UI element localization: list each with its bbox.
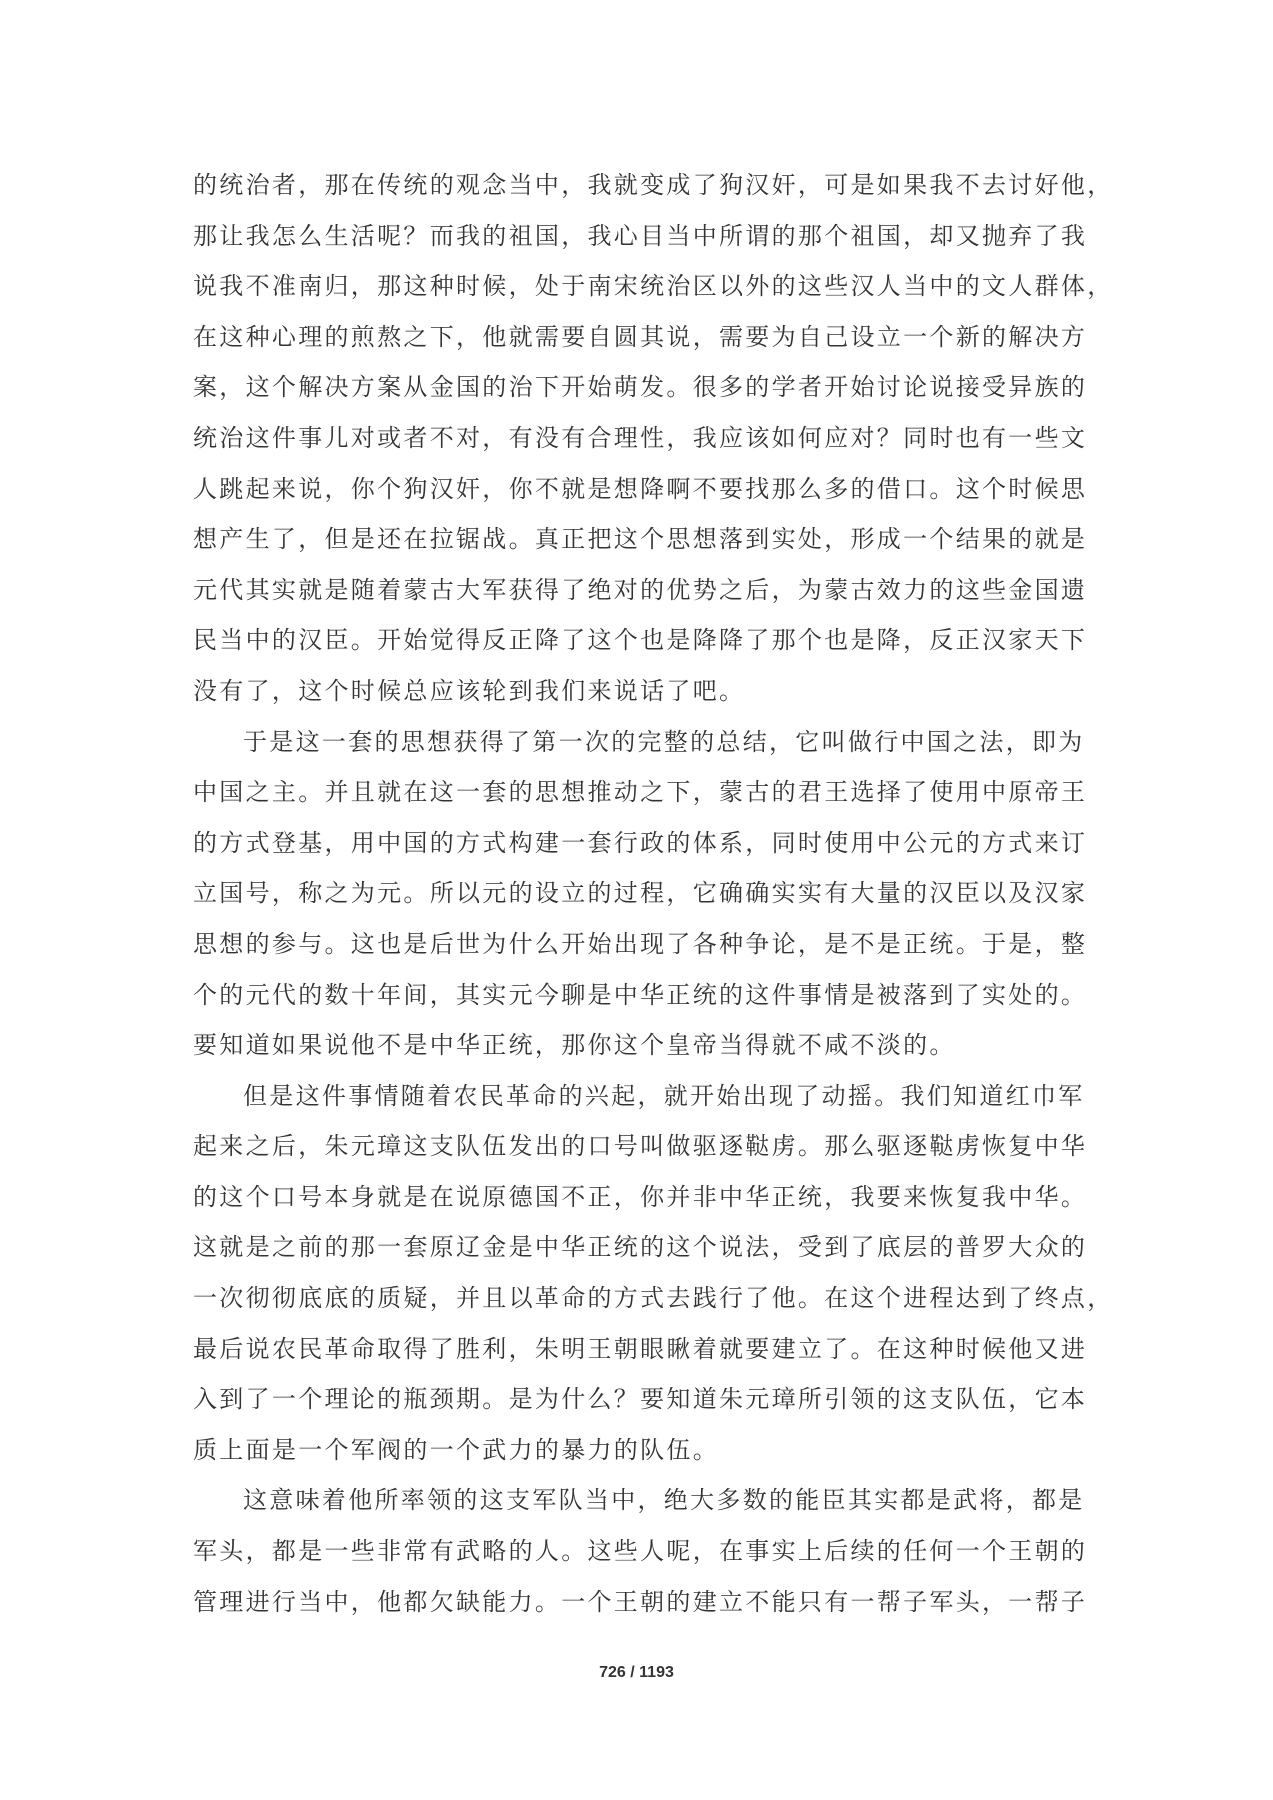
text-line: 这就是之前的那一套原辽金是中华正统的这个说法，受到了底层的普罗大众的 xyxy=(193,1233,1088,1262)
text-line: 入到了一个理论的瓶颈期。是为什么？要知道朱元璋所引领的这支队伍，它本 xyxy=(193,1385,1088,1414)
text-line: 说我不准南归，那这种时候，处于南宋统治区以外的这些汉人当中的文人群体， xyxy=(193,272,1114,301)
text-line: 起来之后，朱元璋这支队伍发出的口号叫做驱逐鞑虏。那么驱逐鞑虏恢复中华 xyxy=(193,1132,1088,1161)
text-line: 最后说农民革命取得了胜利，朱明王朝眼瞅着就要建立了。在这种时候他又进 xyxy=(193,1334,1088,1363)
text-line: 中国之主。并且就在这一套的思想推动之下，蒙古的君王选择了使用中原帝王 xyxy=(193,778,1088,807)
text-line: 管理进行当中，他都欠缺能力。一个王朝的建立不能只有一帮子军头，一帮子 xyxy=(193,1587,1088,1616)
paragraph-start-line: 但是这件事情随着农民革命的兴起，就开始出现了动摇。我们知道红巾军 xyxy=(243,1081,1085,1110)
text-line: 案，这个解决方案从金国的治下开始萌发。很多的学者开始讨论说接受异族的 xyxy=(193,373,1088,402)
text-line: 那让我怎么生活呢？而我的祖国，我心目当中所谓的那个祖国，却又抛弃了我 xyxy=(193,221,1088,250)
text-line: 的统治者，那在传统的观念当中，我就变成了狗汉奸，可是如果我不去讨好他， xyxy=(193,171,1114,199)
text-line: 思想的参与。这也是后世为什么开始出现了各种争论，是不是正统。于是，整 xyxy=(193,929,1088,958)
paragraph-start-line: 这意味着他所率领的这支军队当中，绝大多数的能臣其实都是武将，都是 xyxy=(243,1486,1085,1515)
body-text xyxy=(193,160,1114,1627)
text-line: 一次彻彻底底的质疑，并且以革命的方式去践行了他。在这个进程达到了终点， xyxy=(193,1284,1114,1313)
text-line: 个的元代的数十年间，其实元今聊是中华正统的这件事情是被落到了实处的。 xyxy=(193,980,1088,1009)
text-line: 的这个口号本身就是在说原德国不正，你并非中华正统，我要来恢复我中华。 xyxy=(193,1182,1088,1211)
page-number: 726 / 1193 xyxy=(599,1664,674,1681)
text-line: 立国号，称之为元。所以元的设立的过程，它确确实实有大量的汉臣以及汉家 xyxy=(193,879,1088,908)
text-line: 质上面是一个军阀的一个武力的暴力的队伍。 xyxy=(193,1435,719,1464)
text-line: 元代其实就是随着蒙古大军获得了绝对的优势之后，为蒙古效力的这些金国遗 xyxy=(193,575,1088,604)
paragraph-start-line: 于是这一套的思想获得了第一次的完整的总结，它叫做行中国之法，即为 xyxy=(243,727,1085,756)
text-line: 想产生了，但是还在拉锯战。真正把这个思想落到实处，形成一个结果的就是 xyxy=(193,525,1088,554)
text-line: 人跳起来说，你个狗汉奸，你不就是想降啊不要找那么多的借口。这个时候思 xyxy=(193,474,1088,503)
text-line: 军头，都是一些非常有武略的人。这些人呢，在事实上后续的任何一个王朝的 xyxy=(193,1537,1088,1566)
text-line: 在这种心理的煎熬之下，他就需要自圆其说，需要为自己设立一个新的解决方 xyxy=(193,322,1088,351)
text-line: 统治这件事儿对或者不对，有没有合理性，我应该如何应对？同时也有一些文 xyxy=(193,423,1088,452)
text-line: 要知道如果说他不是中华正统，那你这个皇帝当得就不咸不淡的。 xyxy=(193,1031,956,1060)
text-line: 民当中的汉臣。开始觉得反正降了这个也是降降了那个也是降，反正汉家天下 xyxy=(193,626,1088,655)
text-line: 的方式登基，用中国的方式构建一套行政的体系，同时使用中公元的方式来订 xyxy=(193,828,1088,857)
text-line: 没有了，这个时候总应该轮到我们来说话了吧。 xyxy=(193,676,746,705)
